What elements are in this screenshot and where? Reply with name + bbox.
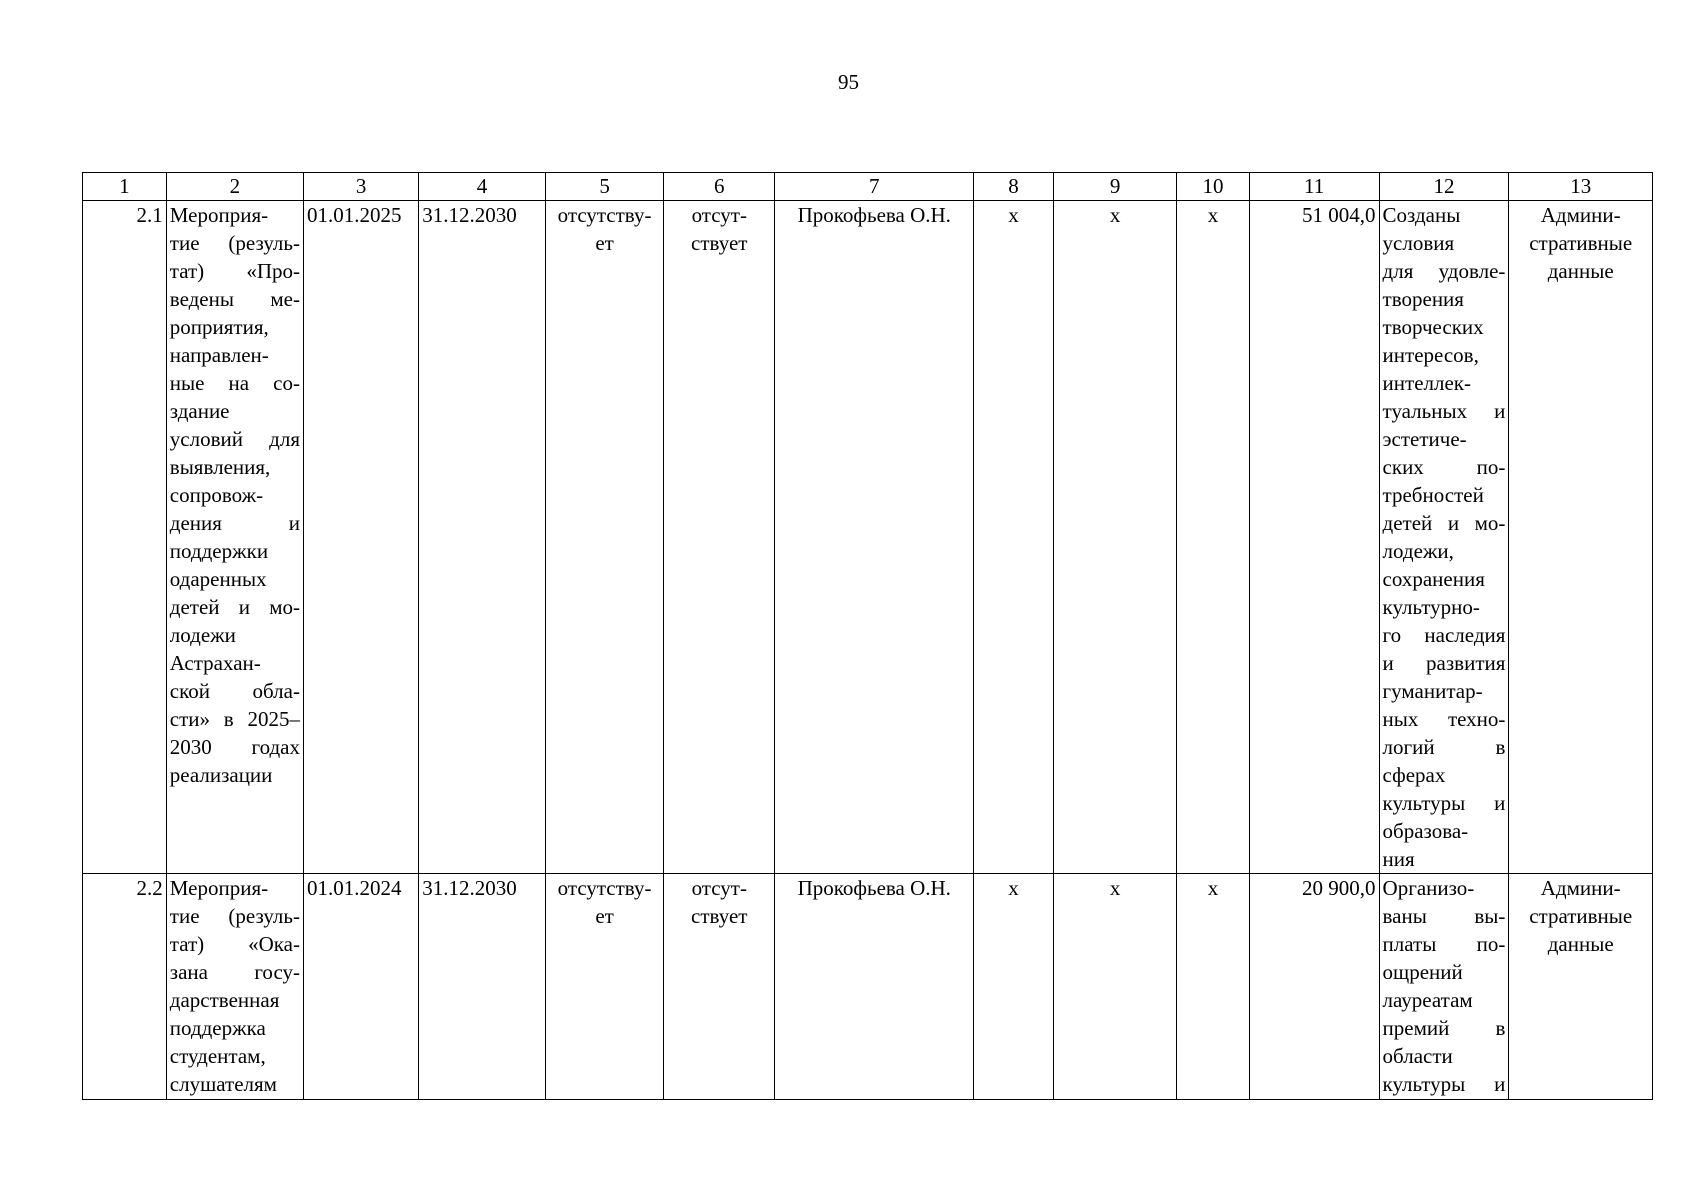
- cell-text-line: тат) «Ока-: [169, 932, 300, 956]
- cell-text-line: требностей: [1382, 483, 1484, 507]
- column-header: 1: [83, 173, 167, 201]
- cell-text-line: культуры и: [1382, 791, 1506, 815]
- responsible-person: Прокофьева О.Н.: [775, 201, 974, 874]
- page-number: 95: [838, 70, 859, 94]
- cell-text-line: поддержки: [169, 539, 269, 563]
- cell-text-line: интересов,: [1382, 343, 1479, 367]
- start-date: 01.01.2025: [303, 201, 418, 874]
- cell-text-line: стративные: [1529, 904, 1633, 928]
- col10-cell: х: [1177, 874, 1249, 1100]
- column-header: 12: [1379, 173, 1509, 201]
- cell-text-line: образова-: [1382, 819, 1469, 843]
- cell-text-line: ствует: [691, 904, 748, 928]
- cell-text-line: логий в: [1382, 735, 1506, 759]
- cell-text-line: ских по-: [1382, 455, 1506, 479]
- end-date: 31.12.2030: [419, 201, 546, 874]
- cell-text-line: направлен-: [169, 343, 269, 367]
- cell-text-line: условий для: [169, 427, 300, 451]
- col10-cell: х: [1177, 201, 1249, 874]
- cell-text-line: сопровож-: [169, 483, 264, 507]
- cell-text-line: реализации: [169, 763, 273, 787]
- data-table: [82, 172, 1653, 1100]
- column-header: 11: [1249, 173, 1379, 201]
- column-header: 9: [1053, 173, 1177, 201]
- column-header: 10: [1177, 173, 1249, 201]
- cell-text-line: отсут-: [691, 203, 747, 227]
- end-date: 31.12.2030: [419, 874, 546, 1100]
- cell-text-line: отсутству-: [557, 876, 652, 900]
- cell-text-line: творения: [1382, 287, 1464, 311]
- col8-cell: х: [974, 201, 1054, 874]
- column-header: 8: [974, 173, 1054, 201]
- result-cell: [1379, 874, 1509, 1100]
- cell-text-line: студентам,: [169, 1044, 266, 1068]
- col9-cell: х: [1053, 201, 1177, 874]
- col5-cell: [545, 201, 663, 874]
- table-row: [83, 201, 1653, 874]
- column-header: 4: [419, 173, 546, 201]
- col9-cell: х: [1053, 874, 1177, 1100]
- cell-text-line: платы по-: [1382, 932, 1506, 956]
- column-header: 3: [303, 173, 418, 201]
- cell-text-line: слушателям: [169, 1072, 277, 1096]
- col8-cell: х: [974, 874, 1054, 1100]
- cell-text-line: сохранения: [1382, 567, 1485, 591]
- cell-text-line: ощрений: [1382, 960, 1463, 984]
- cell-text-line: поддержка: [169, 1016, 266, 1040]
- cell-text-line: отсут-: [691, 876, 747, 900]
- cell-text-line: лауреатам: [1382, 988, 1473, 1012]
- table-header-row: [83, 173, 1653, 201]
- cell-text-line: данные: [1547, 259, 1614, 283]
- cell-text-line: данные: [1547, 932, 1614, 956]
- cell-text-line: интеллек-: [1382, 371, 1471, 395]
- cell-text-line: эстетиче-: [1382, 427, 1467, 451]
- data-source-cell: [1509, 201, 1653, 874]
- column-header: 13: [1509, 173, 1653, 201]
- cell-text-line: ведены ме-: [169, 287, 300, 311]
- cell-text-line: ствует: [691, 231, 748, 255]
- cell-text-line: ской обла-: [169, 679, 300, 703]
- col5-cell: [545, 874, 663, 1100]
- cell-text-line: детей и мо-: [169, 595, 300, 619]
- column-header: 7: [775, 173, 974, 201]
- cell-text-line: премий в: [1382, 1016, 1506, 1040]
- cell-text-line: зана госу-: [169, 960, 300, 984]
- cell-text-line: гуманитар-: [1382, 679, 1483, 703]
- column-header: 2: [166, 173, 303, 201]
- cell-text-line: выявления,: [169, 455, 271, 479]
- cell-text-line: ваны вы-: [1382, 904, 1506, 928]
- cell-text-line: ных техно-: [1382, 707, 1506, 731]
- cell-text-line: культуры и: [1382, 1072, 1506, 1096]
- cell-text-line: тие (резуль-: [169, 904, 300, 928]
- cell-text-line: сти» в 2025–: [169, 707, 300, 731]
- col6-cell: [664, 201, 775, 874]
- cell-text-line: стративные: [1529, 231, 1633, 255]
- cell-text-line: творческих: [1382, 315, 1484, 339]
- col6-cell: [664, 874, 775, 1100]
- responsible-person: Прокофьева О.Н.: [775, 874, 974, 1100]
- cell-text-line: ные на со-: [169, 371, 300, 395]
- data-source-cell: [1509, 874, 1653, 1100]
- cell-text-line: тат) «Про-: [169, 259, 300, 283]
- result-cell: [1379, 201, 1509, 874]
- cell-text-line: Организо-: [1382, 876, 1475, 900]
- cell-text-line: сферах: [1382, 763, 1446, 787]
- row-number: 2.2: [83, 874, 167, 1100]
- start-date: 01.01.2024: [303, 874, 418, 1100]
- amount-cell: 51 004,0: [1249, 201, 1379, 874]
- cell-text-line: Админи-: [1540, 203, 1621, 227]
- cell-text-line: области: [1382, 1044, 1453, 1068]
- cell-text-line: культурно-: [1382, 595, 1480, 619]
- cell-text-line: условия: [1382, 231, 1455, 255]
- cell-text-line: роприятия,: [169, 315, 269, 339]
- cell-text-line: туальных и: [1382, 399, 1506, 423]
- cell-text-line: дения и: [169, 511, 300, 535]
- cell-text-line: для удовле-: [1382, 259, 1506, 283]
- column-header: 5: [545, 173, 663, 201]
- column-header: 6: [664, 173, 775, 201]
- event-name-cell: [166, 874, 303, 1100]
- cell-text-line: здание: [169, 399, 230, 423]
- cell-text-line: Астрахан-: [169, 651, 261, 675]
- cell-text-line: дарственная: [169, 988, 280, 1012]
- cell-text-line: лодежи: [169, 623, 236, 647]
- cell-text-line: 2030 годах: [169, 735, 300, 759]
- cell-text-line: отсутству-: [557, 203, 652, 227]
- cell-text-line: Админи-: [1540, 876, 1621, 900]
- row-number: 2.1: [83, 201, 167, 874]
- cell-text-line: детей и мо-: [1382, 511, 1506, 535]
- cell-text-line: лодежи,: [1382, 539, 1454, 563]
- cell-text-line: ет: [595, 231, 614, 255]
- cell-text-line: го наследия: [1382, 623, 1506, 647]
- cell-text-line: ет: [595, 904, 614, 928]
- cell-text-line: Мероприя-: [169, 876, 269, 900]
- cell-text-line: ния: [1382, 847, 1415, 871]
- cell-text-line: одаренных: [169, 567, 267, 591]
- cell-text-line: тие (резуль-: [169, 231, 300, 255]
- table-row: [83, 874, 1653, 1100]
- cell-text-line: Мероприя-: [169, 203, 269, 227]
- amount-cell: 20 900,0: [1249, 874, 1379, 1100]
- event-name-cell: [166, 201, 303, 874]
- cell-text-line: Созданы: [1382, 203, 1461, 227]
- cell-text-line: и развития: [1382, 651, 1506, 675]
